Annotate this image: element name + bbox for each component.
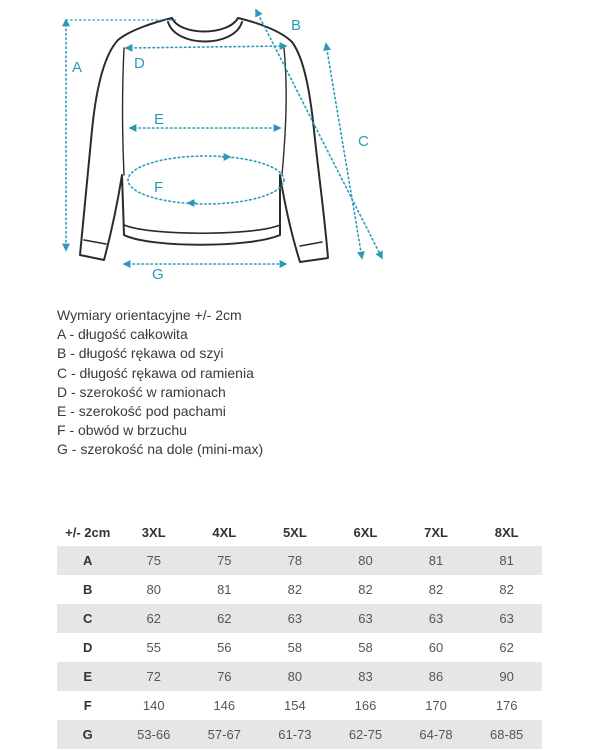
column-header: 3XL	[141, 524, 166, 540]
table-cell: 146	[189, 691, 260, 720]
measurement-legend	[57, 306, 263, 460]
table-cell: 81	[189, 575, 260, 604]
table-cell: 82	[260, 575, 331, 604]
table-cell: 63	[330, 604, 401, 633]
dimension-line-f	[128, 156, 284, 204]
legend-title: Wymiary orientacyjne +/- 2cm	[57, 307, 242, 323]
dimension-line-c	[326, 44, 362, 258]
table-cell: 64-78	[401, 720, 472, 749]
table-row	[57, 720, 542, 749]
table-cell: 61-73	[260, 720, 331, 749]
row-label: F	[57, 691, 118, 720]
table-corner-header: +/- 2cm	[65, 524, 111, 540]
table-cell: 80	[260, 662, 331, 691]
table-row	[57, 546, 542, 575]
label-g: G	[152, 266, 164, 283]
table-cell: 82	[330, 575, 401, 604]
label-f: F	[154, 179, 164, 196]
sweatshirt-outline	[80, 18, 328, 262]
legend-item: D - szerokość w ramionach	[57, 383, 226, 400]
table-cell: 76	[189, 662, 260, 691]
column-header: 5XL	[282, 524, 307, 540]
table-cell: 82	[401, 575, 472, 604]
legend-item: A - długość całkowita	[57, 326, 188, 343]
table-cell: 68-85	[471, 720, 542, 749]
size-table	[57, 518, 542, 749]
legend-item: F - obwód w brzuchu	[57, 422, 187, 439]
table-cell: 82	[471, 575, 542, 604]
table-cell: 80	[118, 575, 189, 604]
legend-item: E - szerokość pod pachami	[57, 403, 226, 420]
table-cell: 62	[189, 604, 260, 633]
table-cell: 55	[118, 633, 189, 662]
label-c: C	[358, 133, 369, 150]
legend-item: C - długość rękawa od ramienia	[57, 364, 254, 381]
table-row	[57, 633, 542, 662]
dimension-line-d	[126, 46, 286, 48]
table-cell: 170	[401, 691, 472, 720]
table-cell: 80	[330, 546, 401, 575]
label-a: A	[72, 59, 83, 76]
table-header-row	[57, 518, 542, 546]
legend-item: B - długość rękawa od szyi	[57, 345, 224, 362]
table-cell: 58	[330, 633, 401, 662]
column-header: 4XL	[212, 524, 237, 540]
table-cell: 63	[401, 604, 472, 633]
table-row	[57, 575, 542, 604]
column-header: 8XL	[494, 524, 519, 540]
row-label: B	[57, 575, 118, 604]
table-cell: 78	[260, 546, 331, 575]
table-cell: 72	[118, 662, 189, 691]
table-cell: 63	[471, 604, 542, 633]
row-label: E	[57, 662, 118, 691]
table-row	[57, 604, 542, 633]
table-cell: 83	[330, 662, 401, 691]
table-cell: 140	[118, 691, 189, 720]
table-cell: 75	[189, 546, 260, 575]
row-label: D	[57, 633, 118, 662]
table-cell: 81	[471, 546, 542, 575]
row-label: G	[57, 720, 118, 749]
table-cell: 62	[118, 604, 189, 633]
table-cell: 53-66	[118, 720, 189, 749]
table-cell: 90	[471, 662, 542, 691]
table-cell: 62-75	[330, 720, 401, 749]
table-cell: 62	[471, 633, 542, 662]
table-cell: 86	[401, 662, 472, 691]
sweatshirt-diagram	[0, 0, 600, 290]
column-header: 6XL	[353, 524, 378, 540]
table-cell: 60	[401, 633, 472, 662]
row-label: C	[57, 604, 118, 633]
table-cell: 56	[189, 633, 260, 662]
table-cell: 57-67	[189, 720, 260, 749]
row-label: A	[57, 546, 118, 575]
table-cell: 81	[401, 546, 472, 575]
column-header: 7XL	[424, 524, 448, 540]
label-d: D	[134, 55, 145, 72]
table-row	[57, 662, 542, 691]
table-cell: 75	[118, 546, 189, 575]
table-cell: 166	[330, 691, 401, 720]
table-row	[57, 691, 542, 720]
table-cell: 58	[260, 633, 331, 662]
legend-item: G - szerokość na dole (mini-max)	[57, 441, 264, 458]
label-b: B	[291, 17, 302, 34]
table-cell: 63	[260, 604, 331, 633]
table-cell: 176	[471, 691, 542, 720]
table-cell: 154	[260, 691, 331, 720]
label-e: E	[154, 111, 165, 128]
